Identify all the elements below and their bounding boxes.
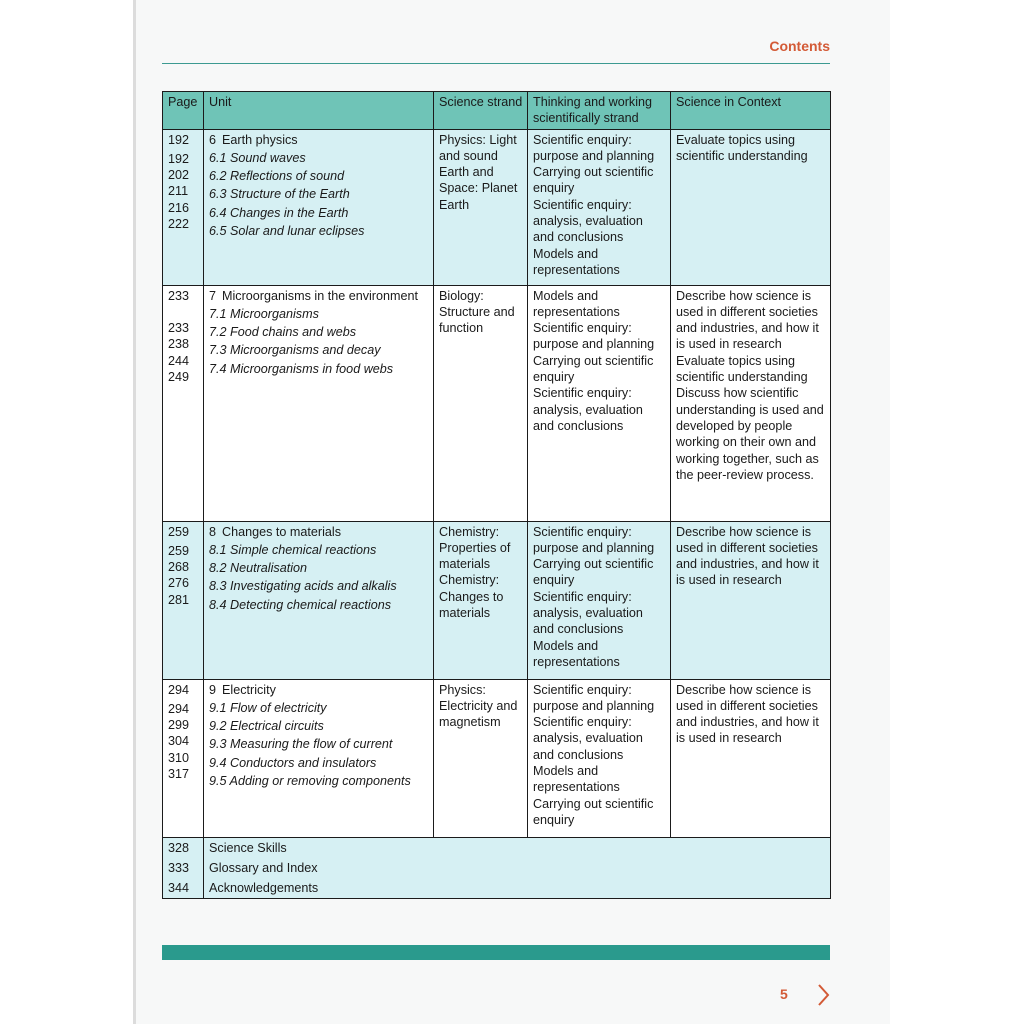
page-number: 5	[780, 986, 788, 1002]
page-cell	[163, 521, 204, 679]
page-number-cell: 328	[168, 840, 190, 855]
thinking-text: Scientific enquiry: analysis, evaluation and conclusions	[533, 386, 643, 433]
strand-cell	[434, 285, 528, 521]
thinking-text: Scientific enquiry: analysis, evaluation and conclusions	[533, 715, 643, 762]
unit-title: 6 Earth physics	[209, 132, 298, 147]
thinking-text: Carrying out scientific enquiry	[533, 557, 654, 588]
thinking-text: Scientific enquiry: purpose and planning	[533, 524, 655, 555]
subunit-link[interactable]: 8.4 Detecting chemical reactions	[209, 597, 392, 612]
unit-cell	[204, 285, 434, 521]
page-number-cell: 281	[168, 592, 190, 607]
thinking-text: Carrying out scientific enquiry	[533, 165, 654, 196]
thinking-text: Scientific enquiry: purpose and planning	[533, 321, 655, 352]
thinking-text: Models and representations	[533, 764, 620, 795]
page-number-cell: 317	[168, 767, 190, 782]
thinking-cell	[528, 129, 671, 285]
page-cell	[163, 679, 204, 837]
page-number-cell: 222	[168, 217, 190, 232]
strand-cell	[434, 679, 528, 837]
back-matter-link[interactable]: Acknowledgements	[209, 881, 319, 896]
subunit-link[interactable]: 9.2 Electrical circuits	[209, 719, 324, 734]
right-margin	[890, 0, 1024, 1024]
subunit-link[interactable]: 7.2 Food chains and webs	[209, 325, 357, 340]
contents-table	[162, 91, 831, 899]
unit-cell	[204, 129, 434, 285]
strand-cell	[434, 129, 528, 285]
context-cell	[671, 521, 831, 679]
subunit-link[interactable]: 6.2 Reflections of sound	[209, 169, 345, 184]
unit-title: 7 Microorganisms in the environment	[209, 288, 418, 303]
page-number-cell: 294	[168, 701, 190, 716]
page-number-cell: 299	[168, 718, 190, 733]
context-text: Evaluate topics using scientific understanding	[676, 132, 808, 163]
page-number-cell: 259	[168, 543, 190, 558]
subunit-link[interactable]: 7.4 Microorganisms in food webs	[209, 361, 394, 376]
thinking-text: Models and representations	[533, 638, 620, 669]
context-text: Describe how science is used in different societies and industries, and how it is used in research	[676, 288, 819, 352]
strand-text: Physics: Light and sound	[439, 132, 517, 163]
thinking-text: Scientific enquiry: analysis, evaluation and conclusions	[533, 589, 643, 637]
page-number-cell: 304	[168, 734, 190, 749]
table-row-unit-6	[163, 129, 831, 285]
page-cell	[163, 837, 204, 899]
page-number-cell: 202	[168, 168, 190, 183]
subunit-link[interactable]: 7.1 Microorganisms	[209, 306, 319, 321]
context-text: Describe how science is used in different societies and industries, and how it is used in research	[676, 682, 819, 746]
page-number-cell: 238	[168, 337, 190, 352]
strand-text: Biology: Structure and function	[439, 288, 515, 336]
subunit-link[interactable]: 7.3 Microorganisms and decay	[209, 343, 381, 358]
chevron-right-icon[interactable]	[812, 980, 834, 1010]
page-number-cell: 211	[168, 184, 189, 199]
subunit-link[interactable]: 9.5 Adding or removing components	[209, 774, 411, 789]
page-number-cell: 344	[168, 881, 190, 896]
subunit-link[interactable]: 8.1 Simple chemical reactions	[209, 542, 377, 557]
thinking-text: Models and representations	[533, 246, 620, 277]
subunit-link[interactable]: 6.4 Changes in the Earth	[209, 205, 349, 220]
thinking-cell	[528, 285, 671, 521]
thinking-text: Scientific enquiry: purpose and planning	[533, 682, 655, 713]
header-page: Page	[163, 92, 204, 130]
strand-text: Physics: Electricity and magnetism	[439, 682, 518, 730]
left-margin	[0, 0, 133, 1024]
thinking-cell	[528, 679, 671, 837]
footer-band	[162, 945, 830, 960]
unit-title: 9 Electricity	[209, 682, 276, 697]
context-text: Evaluate topics using scientific understanding	[676, 353, 808, 385]
page-number-cell: 268	[168, 560, 190, 575]
subunit-link[interactable]: 6.5 Solar and lunar eclipses	[209, 224, 365, 239]
thinking-cell	[528, 521, 671, 679]
page-edge-shadow	[133, 0, 136, 1024]
subunit-link[interactable]: 9.4 Conductors and insulators	[209, 755, 377, 770]
thinking-text: Carrying out scientific enquiry	[533, 353, 654, 385]
subunit-link[interactable]: 6.3 Structure of the Earth	[209, 187, 350, 202]
strand-cell	[434, 521, 528, 679]
thinking-text: Scientific enquiry: purpose and planning	[533, 132, 655, 163]
subunit-link[interactable]: 8.3 Investigating acids and alkalis	[209, 579, 397, 594]
strand-text: Chemistry: Changes to materials	[439, 573, 504, 621]
table-row-unit-8	[163, 521, 831, 679]
header-thinking: Thinking and working scientifically strand	[528, 92, 671, 130]
table-row-unit-9	[163, 679, 831, 837]
page-number-cell: 244	[168, 353, 190, 368]
context-cell	[671, 679, 831, 837]
table-row-back-matter	[163, 837, 831, 899]
context-cell	[671, 129, 831, 285]
header-strand: Science strand	[434, 92, 528, 130]
subunit-link[interactable]: 9.3 Measuring the flow of current	[209, 737, 393, 752]
subunit-link[interactable]: 6.1 Sound waves	[209, 150, 306, 165]
page-number-cell: 249	[168, 370, 190, 385]
table-row-unit-7	[163, 285, 831, 521]
context-text: Describe how science is used in different societies and industries, and how it is used in research	[676, 524, 819, 588]
page-number-cell: 192	[168, 151, 190, 166]
unit-cell	[204, 679, 434, 837]
subunit-link[interactable]: 9.1 Flow of electricity	[209, 700, 327, 715]
page-title: Contents	[769, 38, 830, 54]
page-number-cell: 233	[168, 288, 190, 303]
page-number-cell: 333	[168, 860, 190, 875]
page-number-cell: 310	[168, 750, 190, 765]
strand-text: Earth and Space: Planet Earth	[439, 165, 518, 212]
thinking-text: Models and representations	[533, 288, 620, 319]
back-matter-link[interactable]: Science Skills	[209, 840, 287, 855]
subunit-link[interactable]: 8.2 Neutralisation	[209, 561, 308, 576]
page-cell	[163, 285, 204, 521]
header-rule	[162, 63, 830, 64]
table-header-row	[163, 92, 831, 130]
page-number-cell: 294	[168, 682, 190, 697]
thinking-text: Carrying out scientific enquiry	[533, 796, 654, 827]
back-matter-link[interactable]: Glossary and Index	[209, 860, 318, 875]
unit-title: 8 Changes to materials	[209, 524, 342, 539]
header-unit: Unit	[204, 92, 434, 130]
back-matter-cell	[204, 837, 831, 899]
page-number-cell: 233	[168, 321, 190, 336]
context-cell	[671, 285, 831, 521]
unit-cell	[204, 521, 434, 679]
strand-text: Chemistry: Properties of materials	[439, 524, 511, 572]
context-text: Discuss how scientific understanding is used and developed by people working on their own and working together, such as the peer-review process.	[676, 386, 824, 482]
header-context: Science in Context	[671, 92, 831, 130]
thinking-text: Scientific enquiry: analysis, evaluation and conclusions	[533, 197, 643, 245]
page-number-cell: 259	[168, 524, 190, 539]
page-number-cell: 216	[168, 200, 190, 215]
page-number-cell: 192	[168, 132, 190, 147]
page-cell	[163, 129, 204, 285]
page-number-cell: 276	[168, 576, 190, 591]
